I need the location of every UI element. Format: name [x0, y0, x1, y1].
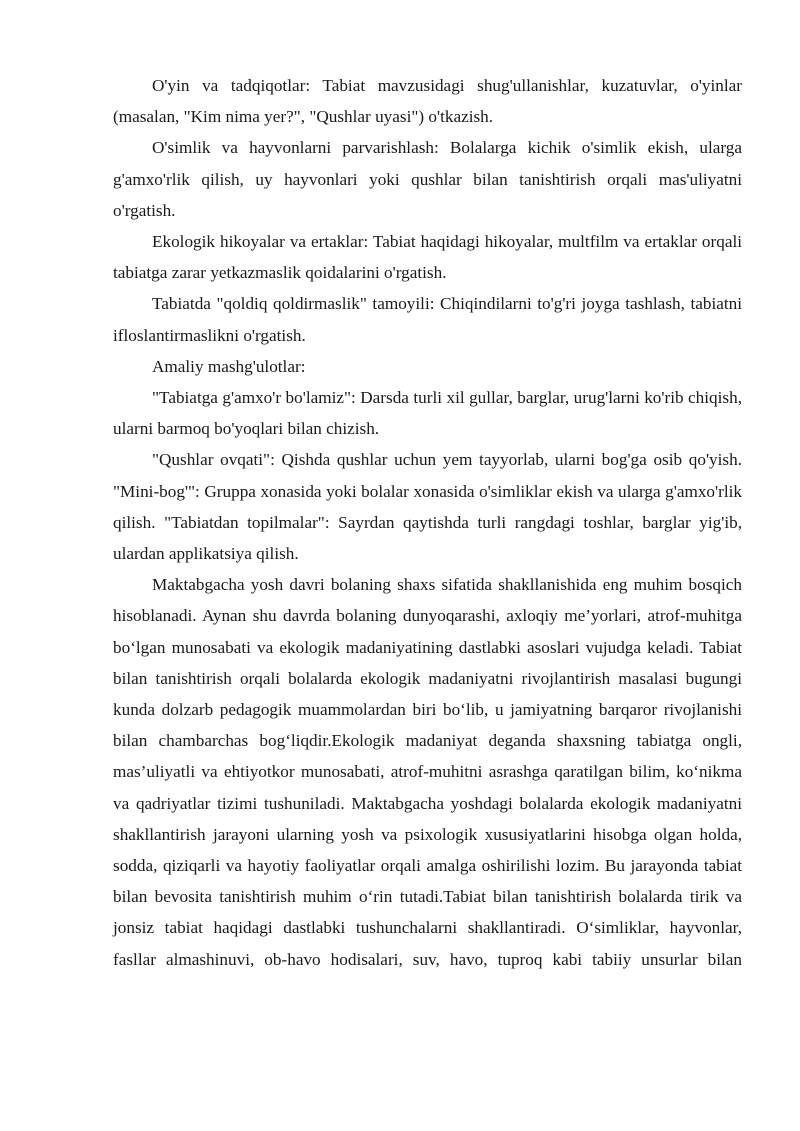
document-body: [113, 70, 742, 975]
paragraph-care-for-nature: "Tabiatga g'amxo'r bo'lamiz": Darsda turli xil gullar, barglar, urug'larni ko'rib chiqish, ularni barmoq bo'yoqlari bilan chizish.: [113, 388, 742, 439]
paragraph-bird-food-mini-garden: "Qushlar ovqati": Qishda qushlar uchun yem tayyorlab, ularni bog'ga osib qo'yish. "Mini-bog'": Gruppa xonasida yoki bolalar xonasida o'simliklar ekish va ularga g'amxo'rlik qilish. "Tabiatdan topilmalar": Sayrdan qaytishda turli rangdagi toshlar, barglar yig'ib, ulardan applikatsiya qilish.: [113, 450, 742, 564]
paragraph-games-research: O'yin va tadqiqotlar: Tabiat mavzusidagi shug'ullanishlar, kuzatuvlar, o'yinlar (masalan, "Kim nima yer?", "Qushlar uyasi") o'tkazish.: [113, 76, 742, 127]
paragraph-ecological-stories: Ekologik hikoyalar va ertaklar: Tabiat haqidagi hikoyalar, multfilm va ertaklar orqali tabiatga zarar yetkazmaslik qoidalarini o'rgatish.: [113, 232, 742, 283]
paragraph-leave-no-trace: Tabiatda "qoldiq qoldirmaslik" tamoyili: Chiqindilarni to'g'ri joyga tashlash, tabiatni ifloslantirmaslikni o'rgatish.: [113, 294, 742, 345]
paragraph-preschool-ecological-culture: Maktabgacha yosh davri bolaning shaxs sifatida shakllanishida eng muhim bosqich hisoblanadi. Aynan shu davrda bolaning dunyoqarashi, axloqiy me’yorlari, atrof-muhitga bo‘lgan munosabati va ekologik madaniyatining dastlabki asoslari vujudga keladi. Tabiat bilan tanishtirish orqali bolalarda ekologik madaniyatni rivojlantirish masalasi bugungi kunda dolzarb pedagogik muammolardan biri bo‘lib, u jamiyatning barqaror rivojlanishi bilan chambarchas bog‘liqdir.Ekologik madaniyat deganda shaxsning tabiatga ongli, mas’uliyatli va ehtiyotkor munosabati, atrof-muhitni asrashga qaratilgan bilim, ko‘nikma va qadriyatlar tizimi tushuniladi. Maktabgacha yoshdagi bolalarda ekologik madaniyatni shakllantirish jarayoni ularning yosh va psixologik xususiyatlarini hisobga olgan holda, sodda, qiziqarli va hayotiy faoliyatlar orqali amalga oshirilishi lozim. Bu jarayonda tabiat bilan bevosita tanishtirish muhim o‘rin tutadi.Tabiat bilan tanishtirish bolalarda tirik va jonsiz tabiat haqidagi dastlabki tushunchalarni shakllantiradi. O‘simliklar, hayvonlar, fasllar almashinuvi, ob-havo hodisalari, suv, havo, tuproq kabi tabiiy unsurlar bilan: [113, 575, 742, 969]
paragraph-plant-animal-care: O'simlik va hayvonlarni parvarishlash: Bolalarga kichik o'simlik ekish, ularga g'amxo'rlik qilish, uy hayvonlari yoki qushlar bilan tanishtirish orqali mas'uliyatni o'rgatish.: [113, 138, 742, 220]
paragraph-practical-activities-heading: Amaliy mashg'ulotlar:: [152, 356, 306, 376]
